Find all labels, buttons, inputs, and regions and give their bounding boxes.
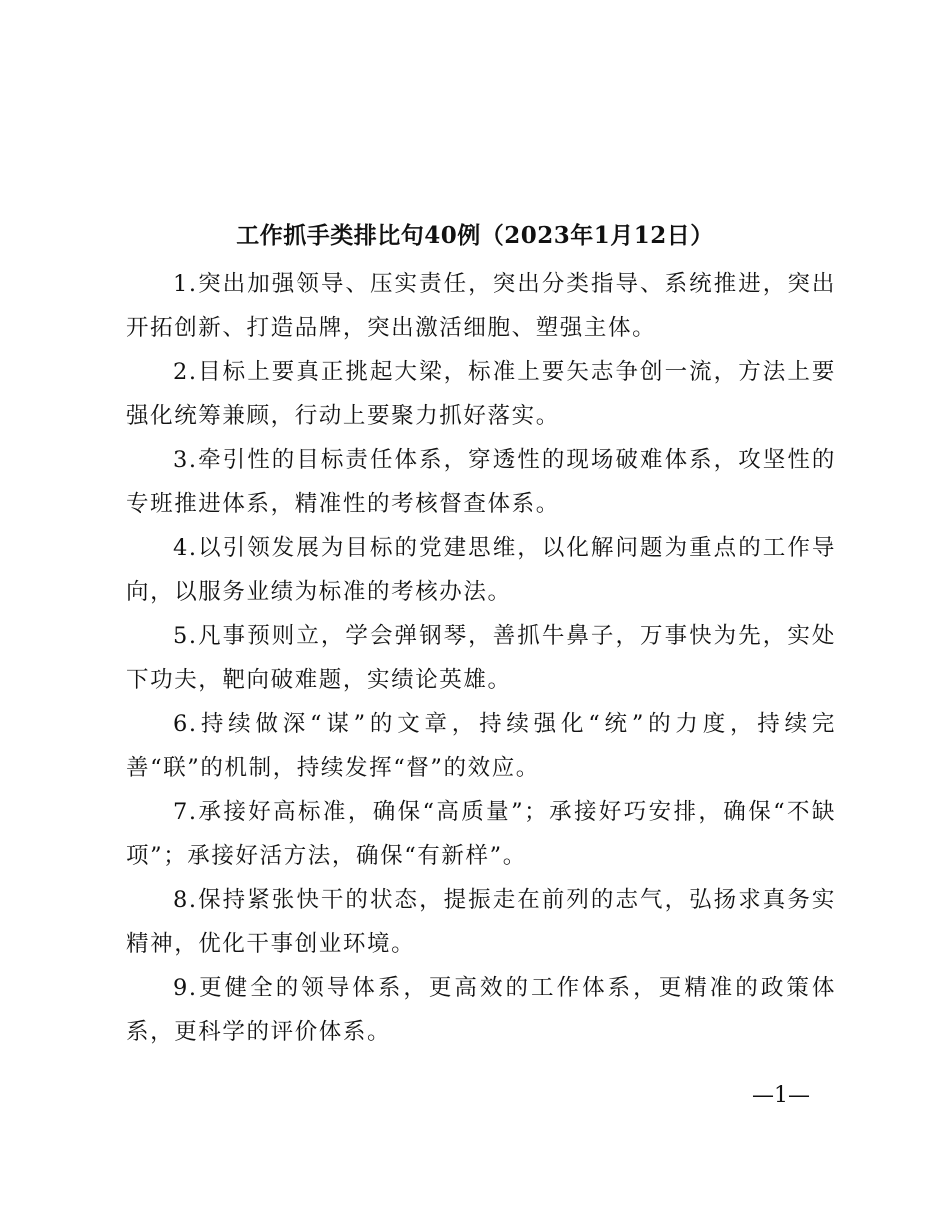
paragraph-8: 8.保持紧张快干的状态，提振走在前列的志气，弘扬求真务实精神，优化干事创业环境。 (126, 887, 836, 957)
paragraph-7: 7.承接好高标准，确保“高质量”；承接好巧安排，确保“不缺项”；承接好活方法，确保“有新样”。 (126, 799, 836, 869)
paragraph-1: 1.突出加强领导、压实责任，突出分类指导、系统推进，突出开拓创新、打造品牌，突出激活细胞、塑强主体。 (126, 271, 836, 341)
paragraph-4: 4.以引领发展为目标的党建思维，以化解问题为重点的工作导向，以服务业绩为标准的考核办法。 (126, 535, 836, 605)
document-body (126, 262, 836, 1054)
paragraph-6: 6.持续做深“谋”的文章，持续强化“统”的力度，持续完善“联”的机制，持续发挥“督”的效应。 (126, 711, 836, 781)
paragraph-3: 3.牵引性的目标责任体系，穿透性的现场破难体系，攻坚性的专班推进体系，精准性的考核督查体系。 (126, 447, 836, 517)
document-title: 工作抓手类排比句40例（2023年1月12日） (236, 222, 714, 249)
paragraph-5: 5.凡事预则立，学会弹钢琴，善抓牛鼻子，万事快为先，实处下功夫，靶向破难题，实绩论英雄。 (126, 623, 836, 693)
page-number: —1— (752, 1083, 810, 1108)
paragraph-9: 9.更健全的领导体系，更高效的工作体系，更精准的政策体系，更科学的评价体系。 (126, 975, 836, 1045)
paragraph-2: 2.目标上要真正挑起大梁，标准上要矢志争创一流，方法上要强化统筹兼顾，行动上要聚力抓好落实。 (126, 359, 836, 429)
